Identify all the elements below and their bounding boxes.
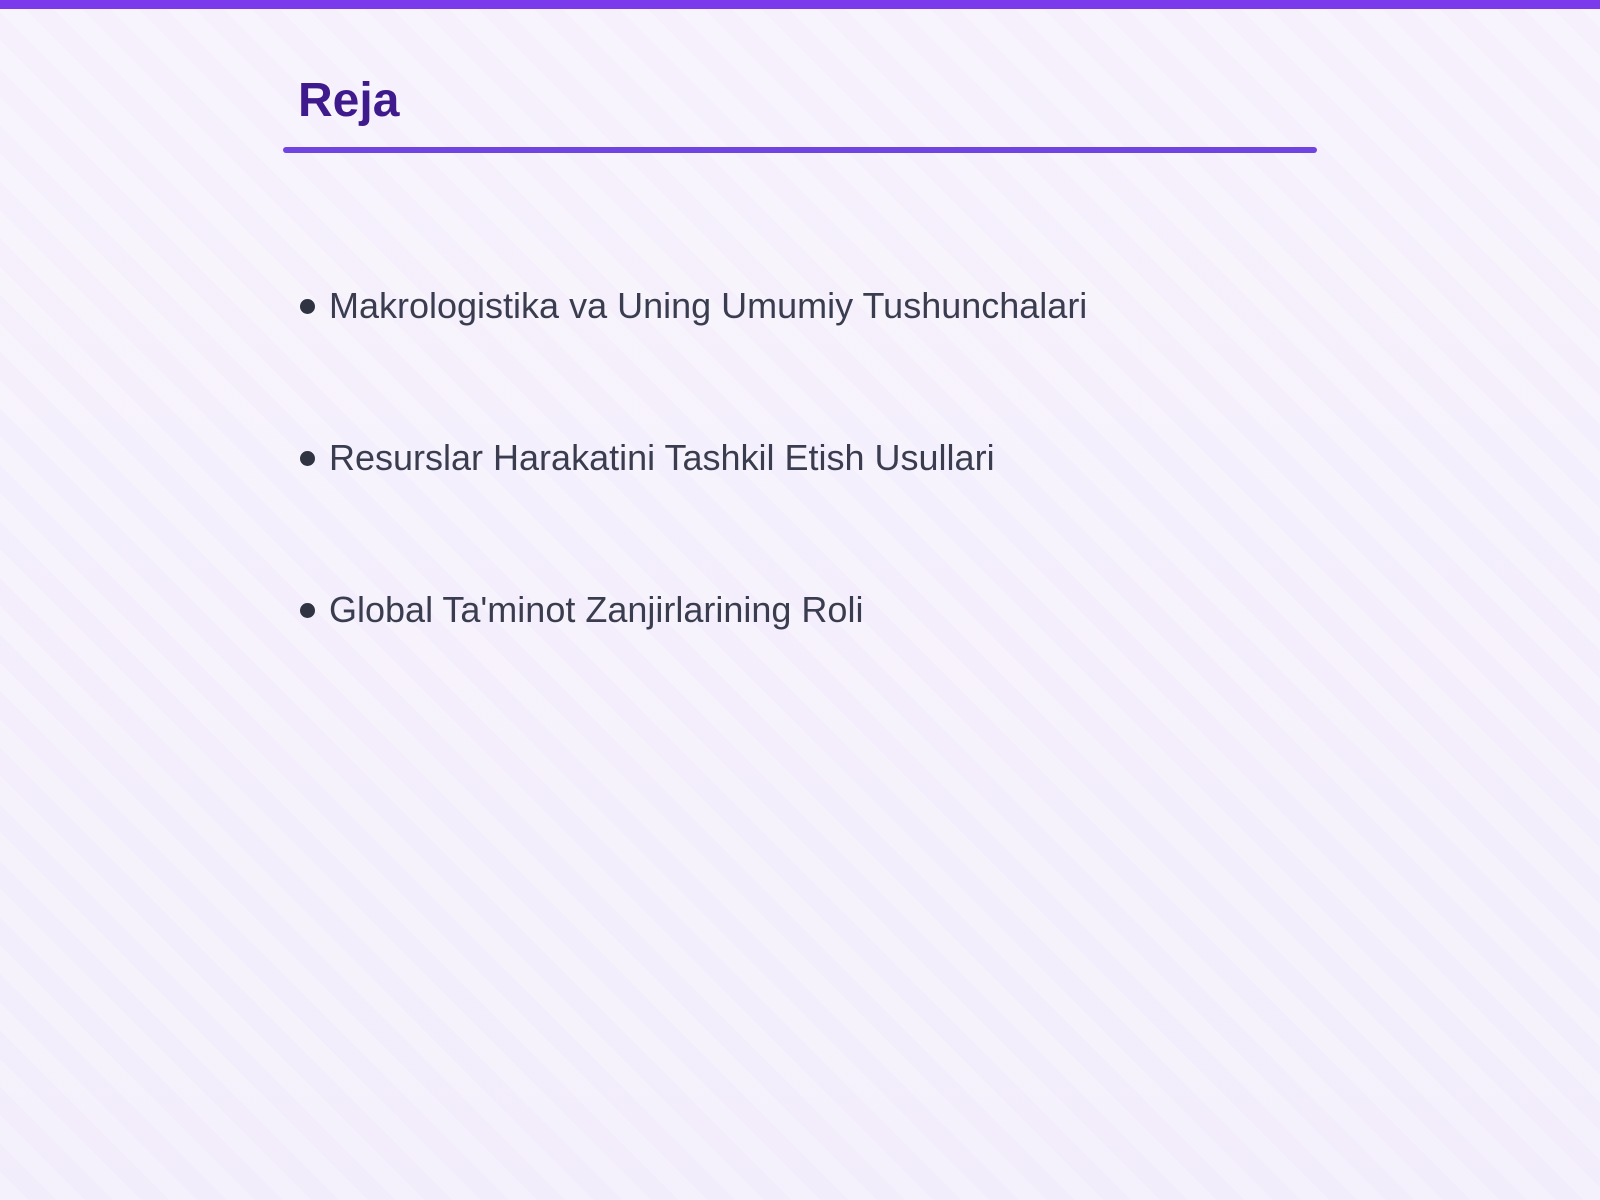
slide-title: Reja [298, 74, 400, 127]
top-accent-bar [0, 0, 1600, 9]
bullet-icon [300, 451, 315, 466]
list-item-text: Makrologistika va Uning Umumiy Tushunchalari [329, 285, 1088, 326]
list-item-text: Global Ta'minot Zanjirlarining Roli [329, 589, 864, 630]
list-item [300, 278, 1087, 334]
list-item-text: Resurslar Harakatini Tashkil Etish Usullari [329, 437, 995, 478]
agenda-list [300, 278, 1087, 734]
list-item [300, 582, 1087, 638]
bullet-icon [300, 299, 315, 314]
list-item [300, 430, 1087, 486]
title-underline [283, 147, 1317, 153]
bullet-icon [300, 603, 315, 618]
